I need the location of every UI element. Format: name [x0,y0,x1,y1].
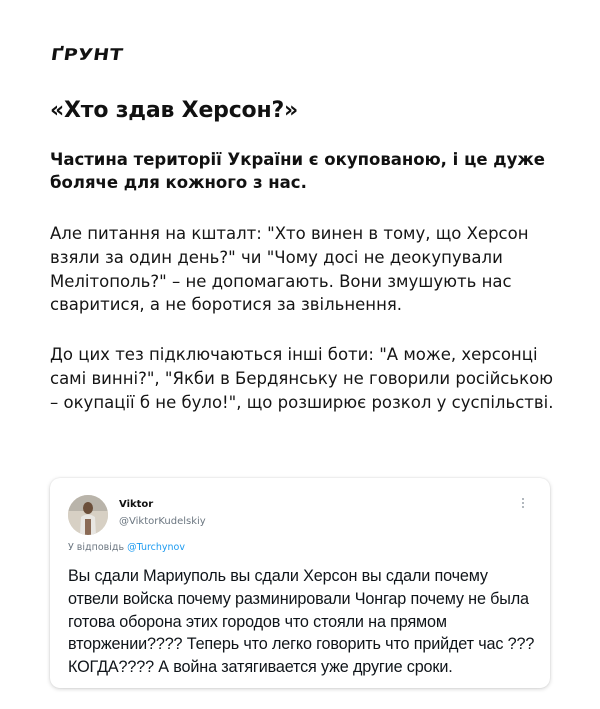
tweet-author-name[interactable]: Viktor [119,499,154,510]
article-lead: Частина території України є окупованою, і це дуже боляче для кожного з нас. [50,150,545,192]
more-options-icon[interactable] [520,498,526,508]
reply-mention-link[interactable]: @Turchynov [127,542,185,553]
brand-logo: ҐРУНТ [49,45,125,65]
article-paragraph-2: До цих тез підключаються інші боти: "А може, херсонці самі винні?", "Якби в Бердянську не говорили російською – окупації б не було!", що розширює розкол у суспільстві. [50,345,554,412]
article-title: «Хто здав Херсон?» [50,98,299,123]
avatar[interactable] [68,495,108,535]
tweet-text: Вы сдали Мариуполь вы сдали Херсон вы сдали почему отвели войска почему разминировали Чонгар почему не была готова оборона этих городов что стояли на прямом вторжении???? Теперь что легко говорить что прийдет час ??? КОГДА???? А война затягивается уже другие сроки. [68,567,535,677]
embedded-tweet-card[interactable] [50,478,550,688]
reply-prefix: У відповідь [68,542,125,553]
article-paragraph-1: Але питання на кшталт: "Хто винен в тому, що Херсон взяли за один день?" чи "Чому досі не деокупували Мелітополь?" – не допомагають. Вони змушують нас сваритися, а не боротися за звільнення. [50,224,529,315]
tweet-author-handle[interactable]: @ViktorKudelskiy [119,516,206,527]
avatar-photo-icon [68,495,108,535]
reply-context [68,542,185,553]
